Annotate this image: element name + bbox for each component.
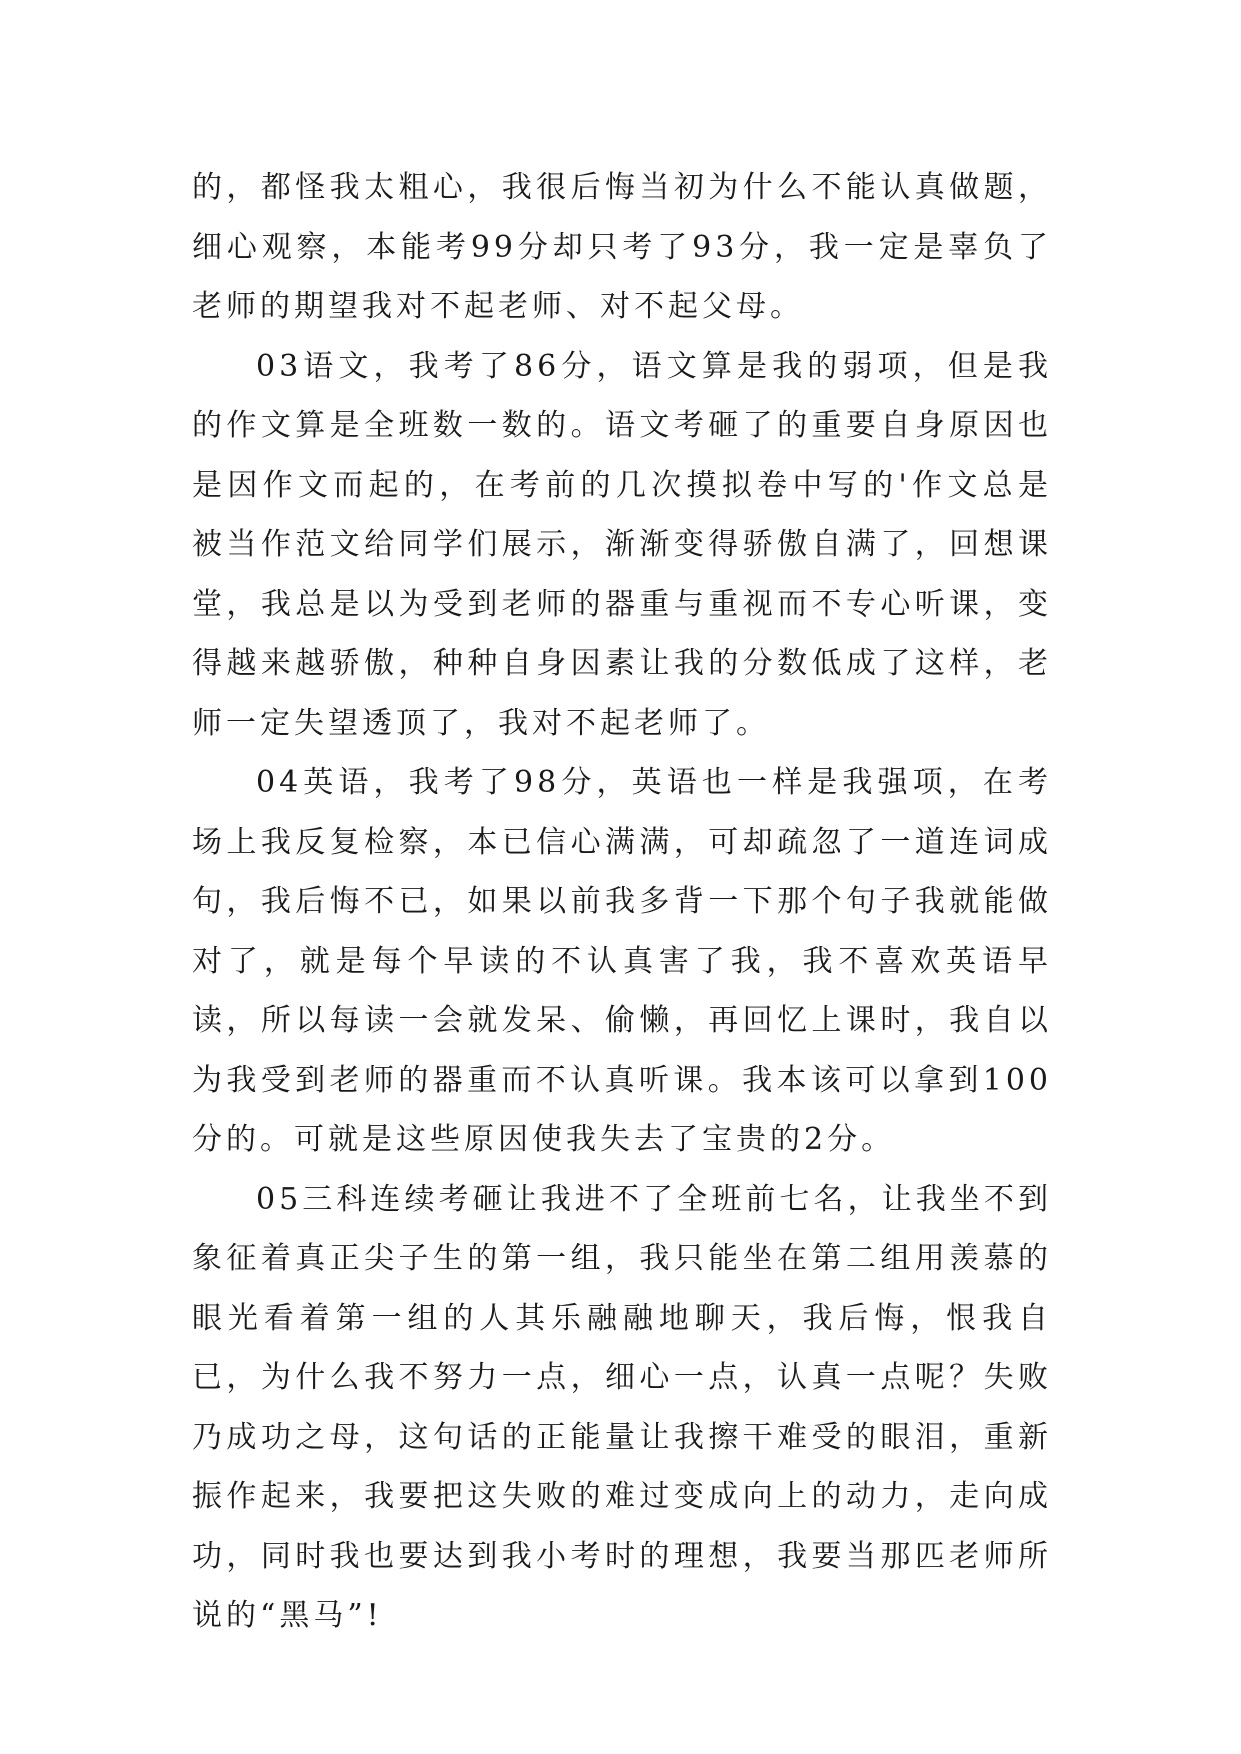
paragraph-3: 04英语，我考了98分，英语也一样是我强项，在考场上我反复检察，本已信心满满，可却疏忽了一道连词成句，我后悔不已，如果以前我多背一下那个句子我就能做对了，就是每个早读的不认真害了我，我不喜欢英语早读，所以每读一会就发呆、偷懒，再回忆上课时，我自以为我受到老师的器重而不认真听课。我本该可以拿到100分的。可就是这些原因使我失去了宝贵的2分。	[192, 765, 1052, 1157]
paragraph-1: 的，都怪我太粗心，我很后悔当初为什么不能认真做题，细心观察，本能考99分却只考了93分，我一定是辜负了老师的期望我对不起老师、对不起父母。	[192, 170, 1052, 324]
paragraph-2: 03语文，我考了86分，语文算是我的弱项，但是我的作文算是全班数一数的。语文考砸了的重要自身原因也是因作文而起的，在考前的几次摸拟卷中写的'作文总是被当作范文给同学们展示，渐渐变得骄傲自满了，回想课堂，我总是以为受到老师的器重与重视而不专心听课，变得越来越骄傲，种种自身因素让我的分数低成了这样，老师一定失望透顶了，我对不起老师了。	[192, 348, 1052, 741]
document-body	[192, 158, 1052, 1646]
paragraph-4: 05三科连续考砸让我进不了全班前七名，让我坐不到象征着真正尖子生的第一组，我只能坐在第二组用羡慕的眼光看着第一组的人其乐融融地聊天，我后悔，恨我自已，为什么我不努力一点，细心一点，认真一点呢？失败乃成功之母，这句话的正能量让我擦干难受的眼泪，重新振作起来，我要把这失败的难过变成向上的动力，走向成功，同时我也要达到我小考时的理想，我要当那匹老师所说的“黑马”!	[192, 1181, 1052, 1633]
